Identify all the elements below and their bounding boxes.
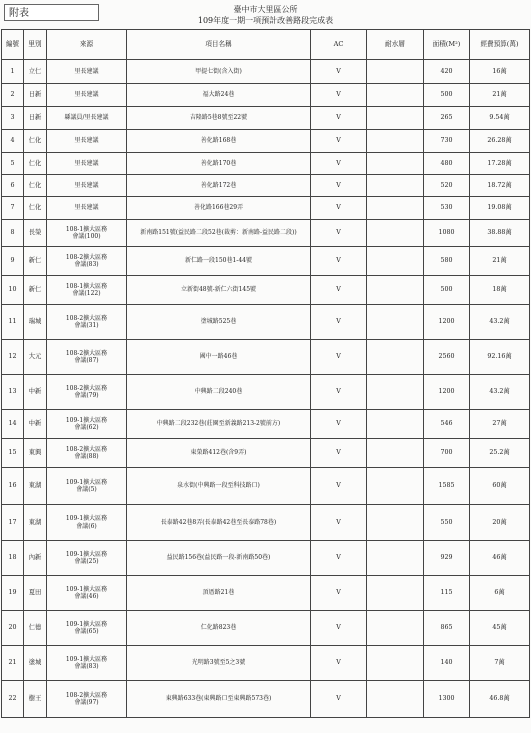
- cell-ac: V: [311, 175, 367, 197]
- cell-source: 108-2擴大區務 會議(88): [47, 439, 127, 468]
- cell-source: 109-1擴大區務 會議(5): [47, 468, 127, 505]
- cell-no: 18: [2, 541, 24, 576]
- cell-ac: V: [311, 197, 367, 220]
- cell-village: 中新: [24, 410, 47, 439]
- cell-village: 瑞城: [24, 305, 47, 340]
- cell-ac: V: [311, 541, 367, 576]
- cell-village: 仁德: [24, 611, 47, 646]
- cell-budget: 38.88萬: [470, 220, 530, 247]
- cell-source: 108-2擴大區務 會議(31): [47, 305, 127, 340]
- cell-village: 東湖: [24, 468, 47, 505]
- cell-source: 108-2擴大區務 會議(79): [47, 375, 127, 410]
- header-area: 面積(M²): [424, 30, 470, 60]
- cell-no: 22: [2, 681, 24, 718]
- table-row: [2, 130, 530, 153]
- table-row: [2, 276, 530, 305]
- cell-no: 10: [2, 276, 24, 305]
- cell-ac: V: [311, 60, 367, 84]
- cell-source: 108-2擴大區務 會議(87): [47, 340, 127, 375]
- cell-project: 立新街48號-新仁六街145號: [127, 276, 311, 305]
- cell-source: 里長建議: [47, 153, 127, 175]
- cell-village: 大元: [24, 340, 47, 375]
- header-permeable: 耐水層: [367, 30, 424, 60]
- cell-budget: 60萬: [470, 468, 530, 505]
- cell-area: 520: [424, 175, 470, 197]
- cell-source: 109-1擴大區務 會議(83): [47, 646, 127, 681]
- header-source: 來源: [47, 30, 127, 60]
- cell-project: 中興路二段232巷(莊園至新義路213-2號前方): [127, 410, 311, 439]
- cell-ac: V: [311, 276, 367, 305]
- table-row: [2, 611, 530, 646]
- cell-budget: 16萬: [470, 60, 530, 84]
- table-row: [2, 681, 530, 718]
- cell-area: 480: [424, 153, 470, 175]
- cell-project: 光明路3號至5之3號: [127, 646, 311, 681]
- document-title: 109年度一期一項預計改善路段完成表: [197, 16, 334, 25]
- cell-no: 15: [2, 439, 24, 468]
- cell-no: 4: [2, 130, 24, 153]
- cell-permeable: [367, 468, 424, 505]
- cell-area: 550: [424, 505, 470, 541]
- cell-area: 865: [424, 611, 470, 646]
- table-header-row: [2, 30, 530, 60]
- cell-budget: 20萬: [470, 505, 530, 541]
- table-row: [2, 305, 530, 340]
- cell-ac: V: [311, 646, 367, 681]
- cell-project: 善化路166巷29弄: [127, 197, 311, 220]
- cell-ac: V: [311, 130, 367, 153]
- cell-no: 16: [2, 468, 24, 505]
- cell-area: 530: [424, 197, 470, 220]
- table-row: [2, 646, 530, 681]
- cell-permeable: [367, 247, 424, 276]
- cell-permeable: [367, 220, 424, 247]
- cell-permeable: [367, 439, 424, 468]
- cell-area: 546: [424, 410, 470, 439]
- cell-no: 3: [2, 107, 24, 130]
- cell-area: 700: [424, 439, 470, 468]
- cell-village: 仁化: [24, 197, 47, 220]
- cell-no: 12: [2, 340, 24, 375]
- cell-budget: 26.28萬: [470, 130, 530, 153]
- cell-budget: 17.28萬: [470, 153, 530, 175]
- cell-budget: 45萬: [470, 611, 530, 646]
- cell-no: 11: [2, 305, 24, 340]
- cell-village: 仁化: [24, 175, 47, 197]
- cell-permeable: [367, 60, 424, 84]
- cell-project: 善化路170巷: [127, 153, 311, 175]
- cell-ac: V: [311, 681, 367, 718]
- cell-no: 14: [2, 410, 24, 439]
- table-row: [2, 197, 530, 220]
- cell-ac: V: [311, 340, 367, 375]
- cell-area: 1200: [424, 305, 470, 340]
- cell-budget: 43.2萬: [470, 375, 530, 410]
- cell-permeable: [367, 340, 424, 375]
- cell-village: 日新: [24, 84, 47, 107]
- cell-permeable: [367, 410, 424, 439]
- cell-no: 7: [2, 197, 24, 220]
- cell-budget: 27萬: [470, 410, 530, 439]
- cell-area: 140: [424, 646, 470, 681]
- cell-area: 1080: [424, 220, 470, 247]
- cell-source: 里長建議: [47, 60, 127, 84]
- table-body: [2, 60, 530, 718]
- table-row: [2, 468, 530, 505]
- cell-no: 6: [2, 175, 24, 197]
- cell-no: 8: [2, 220, 24, 247]
- cell-source: 縣議員/里長建議: [47, 107, 127, 130]
- cell-permeable: [367, 130, 424, 153]
- cell-project: 仁化路823巷: [127, 611, 311, 646]
- cell-project: 國中一路46巷: [127, 340, 311, 375]
- header-village: 里別: [24, 30, 47, 60]
- cell-area: 115: [424, 576, 470, 611]
- cell-permeable: [367, 305, 424, 340]
- cell-village: 東湖: [24, 505, 47, 541]
- cell-no: 17: [2, 505, 24, 541]
- document-title-office: 臺中市大里區公所: [233, 5, 298, 14]
- cell-ac: V: [311, 375, 367, 410]
- cell-budget: 46萬: [470, 541, 530, 576]
- cell-project: 甲提七街(含入街): [127, 60, 311, 84]
- cell-source: 109-1擴大區務 會議(62): [47, 410, 127, 439]
- cell-ac: V: [311, 611, 367, 646]
- table-row: [2, 576, 530, 611]
- cell-village: 內新: [24, 541, 47, 576]
- cell-no: 5: [2, 153, 24, 175]
- header-ac: AC: [311, 30, 367, 60]
- cell-area: 929: [424, 541, 470, 576]
- cell-area: 580: [424, 247, 470, 276]
- cell-village: 新仁: [24, 276, 47, 305]
- cell-ac: V: [311, 468, 367, 505]
- cell-source: 109-1擴大區務 會議(25): [47, 541, 127, 576]
- cell-budget: 21萬: [470, 84, 530, 107]
- cell-budget: 9.54萬: [470, 107, 530, 130]
- cell-no: 1: [2, 60, 24, 84]
- cell-no: 19: [2, 576, 24, 611]
- table-row: [2, 60, 530, 84]
- cell-project: 善化路172巷: [127, 175, 311, 197]
- cell-area: 1200: [424, 375, 470, 410]
- cell-source: 里長建議: [47, 84, 127, 107]
- table-row: [2, 107, 530, 130]
- cell-budget: 43.2萬: [470, 305, 530, 340]
- cell-project: 善化路168巷: [127, 130, 311, 153]
- cell-project: 長泰路42巷8弄(長泰路42巷至長泰路78巷): [127, 505, 311, 541]
- cell-permeable: [367, 541, 424, 576]
- header-budget: 經費預算(萬): [470, 30, 530, 60]
- cell-budget: 46.8萬: [470, 681, 530, 718]
- cell-permeable: [367, 84, 424, 107]
- header-project: 項目名稱: [127, 30, 311, 60]
- table-row: [2, 247, 530, 276]
- cell-area: 265: [424, 107, 470, 130]
- cell-permeable: [367, 681, 424, 718]
- cell-village: 日新: [24, 107, 47, 130]
- cell-source: 里長建議: [47, 175, 127, 197]
- cell-permeable: [367, 107, 424, 130]
- cell-project: 東榮路412巷(含9弄): [127, 439, 311, 468]
- cell-no: 13: [2, 375, 24, 410]
- cell-ac: V: [311, 107, 367, 130]
- road-improvement-table: [1, 29, 530, 718]
- cell-area: 730: [424, 130, 470, 153]
- cell-village: 立仁: [24, 60, 47, 84]
- cell-permeable: [367, 276, 424, 305]
- cell-area: 1300: [424, 681, 470, 718]
- cell-permeable: [367, 576, 424, 611]
- cell-village: 仁化: [24, 153, 47, 175]
- cell-ac: V: [311, 84, 367, 107]
- cell-source: 108-1擴大區務 會議(122): [47, 276, 127, 305]
- cell-budget: 21萬: [470, 247, 530, 276]
- cell-ac: V: [311, 247, 367, 276]
- cell-project: 福大路24巷: [127, 84, 311, 107]
- cell-village: 長榮: [24, 220, 47, 247]
- cell-permeable: [367, 646, 424, 681]
- cell-no: 9: [2, 247, 24, 276]
- cell-area: 500: [424, 276, 470, 305]
- cell-budget: 7萬: [470, 646, 530, 681]
- cell-ac: V: [311, 505, 367, 541]
- cell-project: 塗城路525巷: [127, 305, 311, 340]
- cell-no: 21: [2, 646, 24, 681]
- cell-budget: 18.72萬: [470, 175, 530, 197]
- cell-ac: V: [311, 220, 367, 247]
- cell-permeable: [367, 153, 424, 175]
- table-row: [2, 175, 530, 197]
- table-row: [2, 439, 530, 468]
- cell-source: 108-1擴大區務 會議(100): [47, 220, 127, 247]
- cell-area: 1585: [424, 468, 470, 505]
- cell-budget: 19.08萬: [470, 197, 530, 220]
- table-row: [2, 410, 530, 439]
- cell-permeable: [367, 505, 424, 541]
- cell-source: 109-1擴大區務 會議(6): [47, 505, 127, 541]
- table-row: [2, 340, 530, 375]
- header-no: 編號: [2, 30, 24, 60]
- cell-project: 泉水街(中興路一段至科技路口): [127, 468, 311, 505]
- cell-budget: 6萬: [470, 576, 530, 611]
- cell-ac: V: [311, 410, 367, 439]
- cell-village: 塗城: [24, 646, 47, 681]
- table-row: [2, 505, 530, 541]
- cell-no: 20: [2, 611, 24, 646]
- cell-budget: 92.16萬: [470, 340, 530, 375]
- cell-ac: V: [311, 153, 367, 175]
- cell-ac: V: [311, 305, 367, 340]
- table-row: [2, 375, 530, 410]
- cell-project: 新南路151號(益民路二段52巷(裁剪：新南路-益民路二段)): [127, 220, 311, 247]
- cell-source: 109-1擴大區務 會議(46): [47, 576, 127, 611]
- cell-village: 樹王: [24, 681, 47, 718]
- cell-project: 吉隆路5巷8號至22號: [127, 107, 311, 130]
- cell-permeable: [367, 175, 424, 197]
- cell-permeable: [367, 611, 424, 646]
- cell-village: 仁化: [24, 130, 47, 153]
- table-row: [2, 84, 530, 107]
- cell-project: 頂厝路21巷: [127, 576, 311, 611]
- annex-label: 附表: [4, 4, 99, 21]
- cell-source: 里長建議: [47, 130, 127, 153]
- cell-project: 中興路二段240巷: [127, 375, 311, 410]
- cell-village: 東興: [24, 439, 47, 468]
- cell-ac: V: [311, 439, 367, 468]
- cell-ac: V: [311, 576, 367, 611]
- cell-source: 108-2擴大區務 會議(97): [47, 681, 127, 718]
- cell-project: 東興路633巷(東興路口至東興路573巷): [127, 681, 311, 718]
- cell-area: 500: [424, 84, 470, 107]
- cell-village: 夏田: [24, 576, 47, 611]
- table-row: [2, 153, 530, 175]
- cell-source: 里長建議: [47, 197, 127, 220]
- cell-permeable: [367, 375, 424, 410]
- cell-budget: 25.2萬: [470, 439, 530, 468]
- cell-source: 109-1擴大區務 會議(65): [47, 611, 127, 646]
- cell-source: 108-2擴大區務 會議(83): [47, 247, 127, 276]
- cell-project: 新仁路一段150巷1-44號: [127, 247, 311, 276]
- cell-project: 益民路156巷(益民路一段-新南路50巷): [127, 541, 311, 576]
- cell-permeable: [367, 197, 424, 220]
- cell-area: 420: [424, 60, 470, 84]
- cell-budget: 18萬: [470, 276, 530, 305]
- cell-village: 中新: [24, 375, 47, 410]
- table-row: [2, 220, 530, 247]
- cell-no: 2: [2, 84, 24, 107]
- cell-village: 新仁: [24, 247, 47, 276]
- table-row: [2, 541, 530, 576]
- cell-area: 2560: [424, 340, 470, 375]
